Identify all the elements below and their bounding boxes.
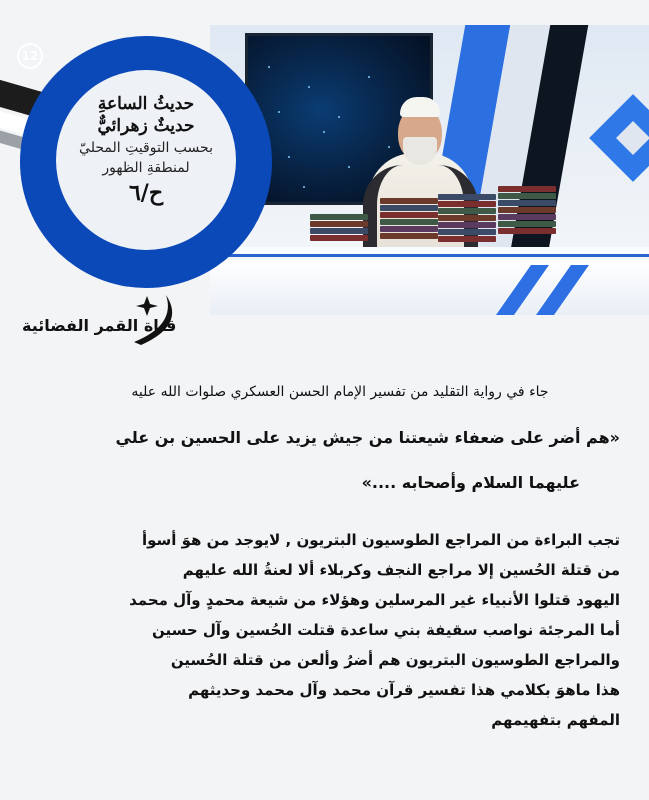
badge-title-line1: حديثُ الساعةِ [97, 94, 195, 114]
studio-photo [210, 25, 649, 315]
channel-logo-text: قناة القمر الفضائية [22, 316, 177, 335]
diamond-logo-icon [589, 94, 649, 182]
body-line: والمراجع الطوسيون البتريون هم أضرُ وألعن من قتلة الحُسين [170, 651, 620, 669]
book-stack [380, 197, 438, 239]
quote-line2: عليهما السلام وأصحابه ....» [361, 473, 580, 492]
body-line: أما المرجئة نواصب سقيفة بني ساعدة قتلت الحُسين وآل حسين [151, 621, 620, 639]
badge-sub-line2: لمنطقةِ الظهور [102, 160, 190, 176]
body-line: المفهم بتفهيمهم [491, 711, 620, 729]
presenter-cap [400, 97, 440, 117]
book-stack [498, 185, 556, 234]
badge-sub-line1: بحسب التوقيتِ المحليّ [79, 140, 213, 156]
book-stack [438, 193, 496, 242]
body-line: هذا ماهوَ بكلامي هذا تفسير قرآن محمد وآل محمد وحديثهم [188, 681, 620, 699]
badge [56, 70, 236, 250]
channel-logo [16, 290, 186, 350]
intro-text: جاء في رواية التقليد من تفسير الإمام الحسن العسكري صلوات الله عليه [131, 384, 549, 400]
body-line: من قتلة الحُسين إلا مراجع النجف وكربلاء ألا لعنةُ الله عليهم [182, 561, 620, 579]
quote-line1: «هم أضر على ضعفاء شيعتنا من جيش يزيد على الحسين بن علي [115, 428, 620, 447]
episode-number: 12 [17, 43, 43, 69]
badge-code: ح/٦ [128, 180, 164, 206]
body-text [30, 526, 620, 736]
studio-desk-top [210, 247, 649, 257]
body-line: تجب البراءة من المراجع الطوسيون البتريون , لايوجد من هوَ أسوأ [141, 531, 620, 549]
badge-title-line2: حديثٌ زهرائيٌّ [97, 116, 195, 136]
book-stack [310, 213, 368, 241]
body-line: اليهود قتلوا الأنبياء غير المرسلين وهؤلاء من شيعة محمدٍ وآل محمد [129, 591, 620, 609]
